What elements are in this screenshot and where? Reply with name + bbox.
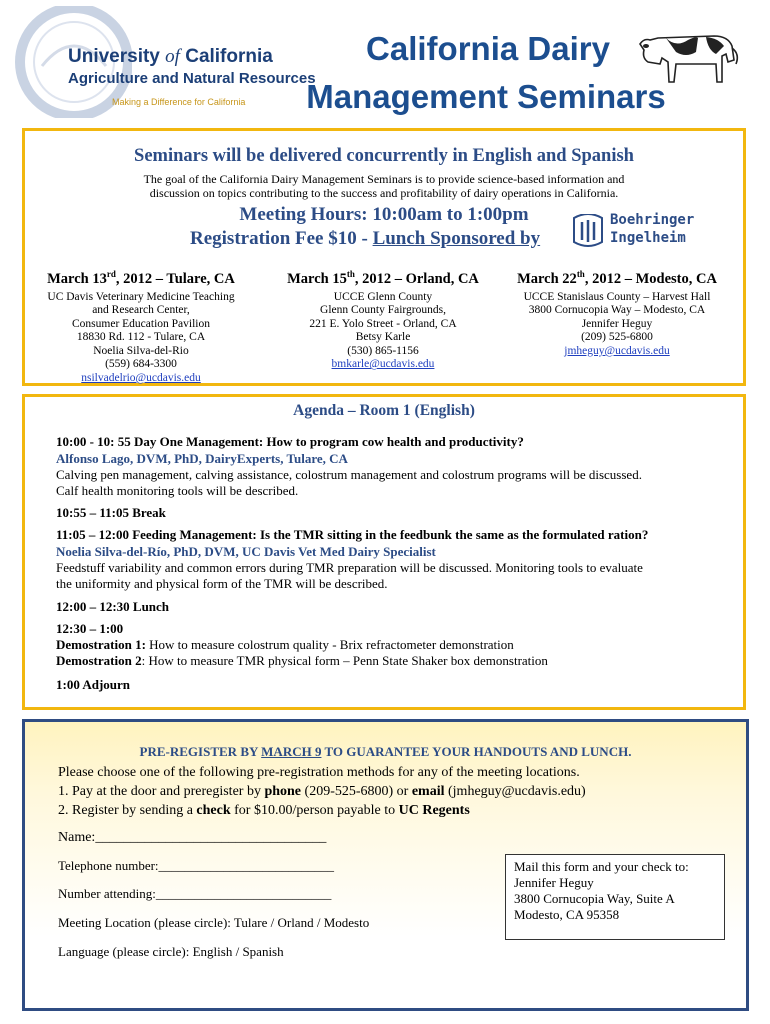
location-line: Consumer Education Pavilion [72, 317, 210, 330]
lunch-item: 12:00 – 12:30 Lunch [56, 599, 170, 614]
location-line: (209) 525-6800 [581, 331, 653, 344]
meeting-location-field[interactable]: Meeting Location (please circle): Tulare / Orland / Modesto [58, 915, 370, 930]
page-header [0, 0, 770, 125]
session2-speaker: Noelia Silva-del-Río, PhD, DVM, UC Davis Vet Med Dairy Specialist [56, 544, 436, 559]
location-line: Jennifer Heguy [581, 317, 653, 330]
goal-text-line1: The goal of the California Dairy Management Seminars is to provide science-based information and [143, 172, 625, 186]
preregister-heading: PRE-REGISTER BY MARCH 9 TO GUARANTEE YOUR HANDOUTS AND LUNCH. [139, 744, 632, 759]
registration-instructions: Please choose one of the following pre-registration methods for any of the meeting locations. [58, 765, 580, 780]
uc-name: University of California [68, 46, 273, 67]
uc-anr-logo [12, 6, 316, 118]
mail-line: Jennifer Heguy [514, 875, 594, 890]
lunch-sponsored-text: Lunch Sponsored by [372, 228, 541, 249]
mail-address-box [505, 854, 725, 940]
location-tulare [36, 269, 246, 385]
location-line: UCCE Glenn County [333, 290, 433, 303]
location-line: (559) 684-3300 [105, 358, 177, 371]
registration-option-1: 1. Pay at the door and preregister by phone (209-525-6800) or email (jmheguy@ucdavis.edu) [58, 784, 586, 799]
number-attending-field[interactable]: Number attending:___________________________ [58, 886, 332, 901]
location-line: 18830 Rd. 112 - Tulare, CA [76, 331, 206, 344]
sponsor-name-line2: Ingelheim [610, 230, 686, 246]
uc-tagline: Making a Difference for California [112, 97, 246, 107]
location-line: (530) 865-1156 [347, 344, 419, 357]
goal-text-line2: discussion on topics contributing to the success and profitability of dairy operations in California. [149, 186, 619, 200]
session1-description: Calving pen management, calving assistance, colostrum management and colostrum programs will be discussed. [56, 467, 642, 482]
location-line: and Research Center, [92, 304, 190, 317]
registration-option-2: 2. Register by sending a check for $10.00/person payable to UC Regents [58, 803, 470, 818]
name-field[interactable]: Name:_________________________________ [58, 830, 327, 845]
break-item: 10:55 – 11:05 Break [56, 505, 166, 520]
session1-title: 10:00 - 10: 55 Day One Management: How to program cow health and productivity? [56, 434, 524, 449]
demonstration-2: Demostration 2: How to measure TMR physical form – Penn State Shaker box demonstration [56, 653, 548, 668]
location-line: UC Davis Veterinary Medicine Teaching [47, 290, 235, 303]
telephone-field[interactable]: Telephone number:___________________________ [58, 858, 335, 873]
mail-line: 3800 Cornucopia Way, Suite A [514, 891, 675, 906]
location-line: 221 E. Yolo Street - Orland, CA [309, 317, 457, 330]
location-line: UCCE Stanislaus County – Harvest Hall [523, 290, 711, 303]
session2-title: 11:05 – 12:00 Feeding Management: Is the TMR sitting in the feedbunk the same as the formulated ration? [56, 527, 649, 542]
session1-description: Calf health monitoring tools will be described. [56, 483, 299, 498]
language-field[interactable]: Language (please circle): English / Spanish [58, 944, 284, 959]
location-line: Noelia Silva-del-Rio [93, 344, 189, 357]
adjourn-item: 1:00 Adjourn [56, 677, 131, 692]
demonstration-1: Demostration 1: How to measure colostrum quality - Brix refractometer demonstration [56, 637, 514, 652]
mail-line: Modesto, CA 95358 [514, 907, 620, 922]
email-link[interactable]: jmheguy@ucdavis.edu [564, 344, 670, 357]
uc-department: Agriculture and Natural Resources [68, 70, 316, 87]
demo-time: 12:30 – 1:00 [56, 621, 124, 636]
location-orland [268, 269, 498, 372]
page-title-line2: Management Seminars [306, 78, 666, 115]
boehringer-ingelheim-icon [570, 214, 606, 248]
page-title-line1: California Dairy [366, 30, 610, 67]
registration-fee: Registration Fee $10 - Lunch Sponsored by [190, 228, 541, 249]
email-link[interactable]: bmkarle@ucdavis.edu [331, 358, 435, 371]
cow-icon [636, 24, 744, 86]
location-date: March 22th, 2012 – Modesto, CA [517, 269, 717, 287]
location-line: 3800 Cornucopia Way – Modesto, CA [528, 304, 706, 317]
location-modesto [502, 269, 732, 358]
sponsor-name-line1: Boehringer [610, 212, 695, 228]
boehringer-ingelheim-logo [570, 212, 695, 252]
mail-line: Mail this form and your check to: [514, 859, 689, 874]
session1-speaker: Alfonso Lago, DVM, PhD, DairyExperts, Tulare, CA [56, 451, 348, 466]
location-line: Glenn County Fairgrounds, [320, 304, 446, 317]
location-date: March 13rd, 2012 – Tulare, CA [47, 269, 235, 287]
seminar-subtitle: Seminars will be delivered concurrently in English and Spanish [134, 146, 634, 166]
location-line: Betsy Karle [355, 331, 411, 344]
email-link[interactable]: nsilvadelrio@ucdavis.edu [81, 371, 201, 384]
session2-description: Feedstuff variability and common errors during TMR preparation will be discussed. Monitoring tools to evaluate [56, 560, 643, 575]
session2-description: the uniformity and physical form of the TMR will be described. [56, 576, 388, 591]
agenda-title: Agenda – Room 1 (English) [293, 402, 475, 419]
location-date: March 15th, 2012 – Orland, CA [287, 269, 479, 287]
meeting-hours: Meeting Hours: 10:00am to 1:00pm [239, 204, 529, 225]
